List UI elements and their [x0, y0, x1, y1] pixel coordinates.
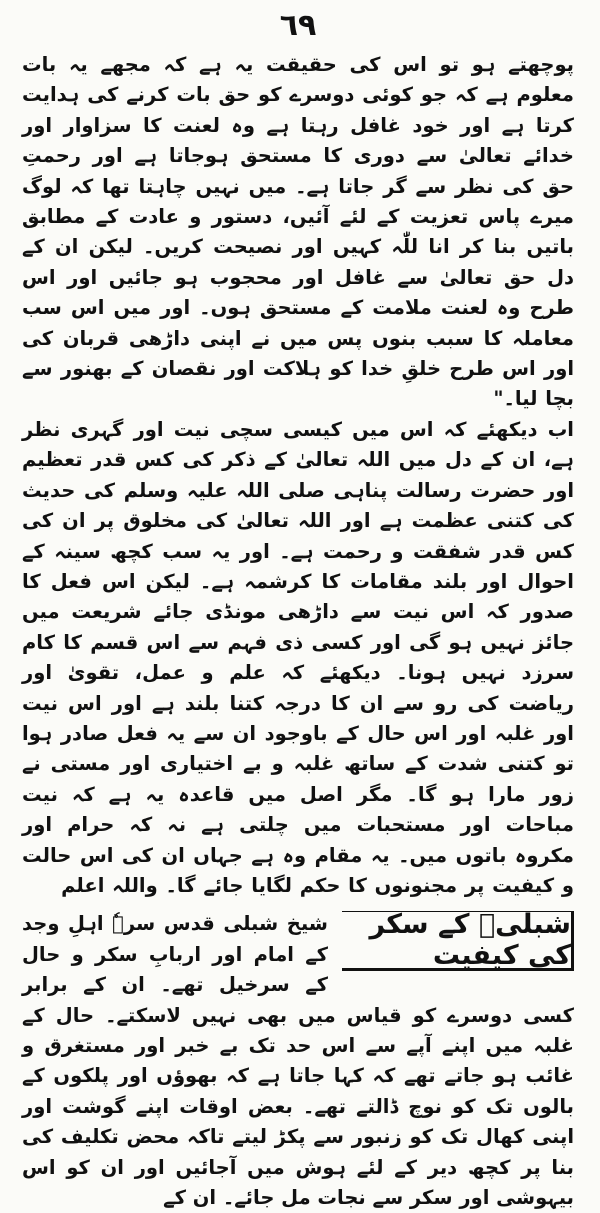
section-heading: شبلیؒ کے سکر کی کیفیت [342, 911, 574, 971]
paragraph-1: پوچھتے ہو تو اس کی حقیقت یہ ہے کہ مجھے یہ بات معلوم ہے کہ جو کوئی دوسرے کو حق بات کرنے کی ہدایت کرتا ہے اور خود غافل رہتا ہے وہ لعنت کا سزاوار اور خدائے تعالیٰ سے دوری کا مستحق ہوجاتا ہے اور رحمتِ حق کی نظر سے گر جاتا ہے۔ میں نہیں چاہتا تھا کہ لوگ میرے پاس تعزیت کے لئے آئیں، دستور و عادت کے مطابق باتیں بنا کر انا للّٰہ کہیں اور نصیحت کریں۔ لیکن ان کے دل حق تعالیٰ سے غافل اور محجوب ہو جائیں اور اس طرح وہ لعنت ملامت کے مستحق ہوں۔ اور میں اس سب معاملہ کا سبب بنوں پس میں نے اپنی داڑھی قربان کی اور اس طرح خلقِ خدا کو ہلاکت اور نقصان کے بھنور سے بچا لیا۔" [22, 53, 574, 411]
paragraph-2: اب دیکھئے کہ اس میں کیسی سچی نیت اور گہری نظر ہے، ان کے دل میں اللہ تعالیٰ کے ذکر کی کس قدر تعظیم اور حضرت رسالت پناہی صلی اللہ علیہ وسلم کی حدیث کی کتنی عظمت ہے اور اللہ تعالیٰ کی مخلوق پر ان کی کس قدر شفقت و رحمت ہے۔ اور یہ سب کچھ سینہ کے احوال اور بلند مقامات کا کرشمہ ہے۔ لیکن اس فعل کا صدور کہ اس نیت سے داڑھی مونڈی جائے شریعت میں جائز نہیں ہو گی اور کسی ذی فہم سے اس قسم کا کام سرزد نہیں ہونا۔ دیکھئے کہ علم و عمل، تقویٰ اور ریاضت کی رو سے ان کا درجہ کتنا بلند ہے اور اس نیت اور غلبہ اور اس حال کے باوجود ان سے یہ فعل صادر ہوا تو کتنی شدت کے ساتھ غلبہ و بے اختیاری اور مستی نے زور مارا ہو گا۔ مگر اصل میں قاعدہ یہ ہے کہ نیت مباحات اور مستحبات میں چلتی ہے نہ کہ حرام اور مکروہ باتوں میں۔ یہ مقام وہ ہے جہاں ان کی اس حالت و کیفیت پر مجنونوں کا حکم لگایا جائے گا۔ واللہ اعلم [22, 417, 574, 897]
page-number: ٦٩ [279, 8, 317, 43]
section-shibli [22, 909, 574, 1213]
section-body: شیخ شبلی قدس سرہٗ اہلِ وجد کے امام اور اربابِ سکر و حال کے سرخیل تھے۔ ان کے برابر کسی دوسرے کو قیاس میں بھی نہیں لاسکتے۔ حال کے غلبہ میں اپنے آپے سے اس حد تک بے خبر اور مستغرق و غائب ہو جاتے تھے کہ کہا جاتا ہے کہ بھوؤں اور پلکوں کے بالوں تک کو نوچ ڈالتے تھے۔ بعض اوقات اپنے گوشت اور اپنی کھال تک کو زنبور سے پکڑ لیتے تاکہ محض تکلیف کی بنا پر کچھ دیر کے لئے ہوش میں آجائیں اور ان کو اس بیہوشی اور سکر سے نجات مل جائے۔ ان کے [22, 912, 574, 1210]
